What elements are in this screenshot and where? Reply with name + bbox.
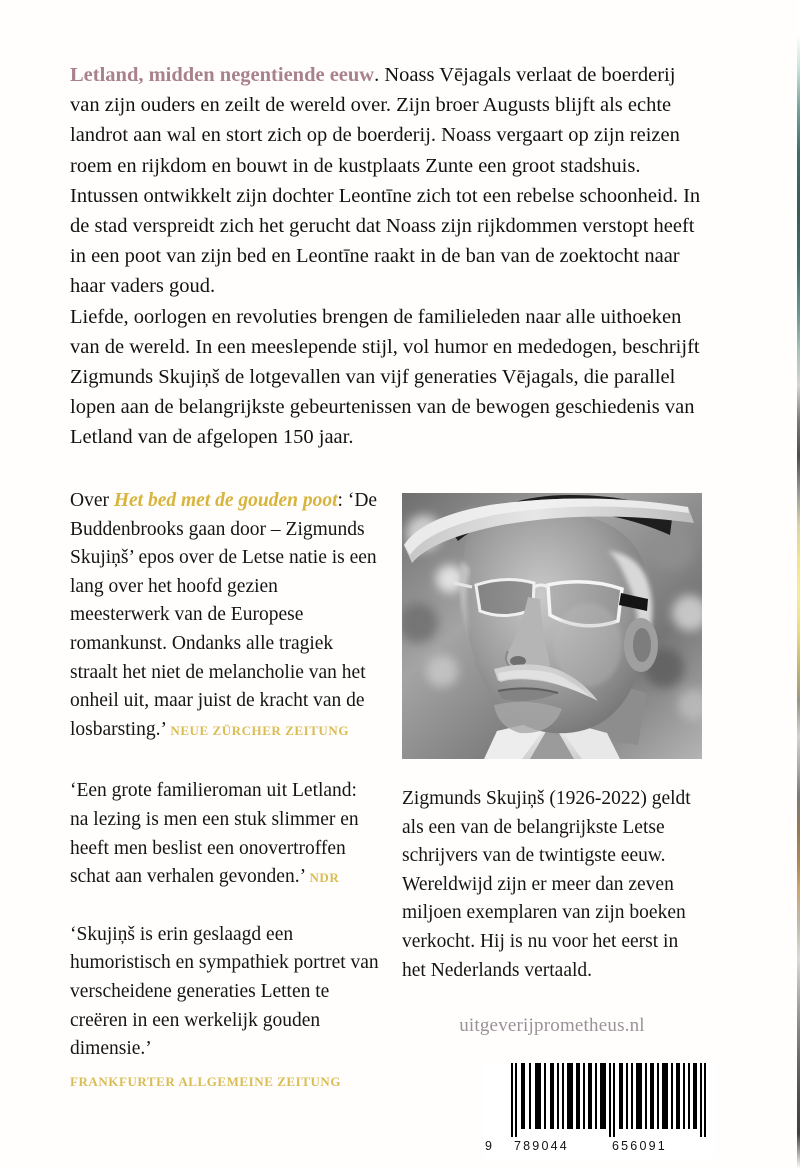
reviews-column	[70, 487, 380, 1122]
isbn-barcode	[484, 1063, 714, 1159]
barcode-bars	[484, 1063, 714, 1137]
barcode-digits	[484, 1137, 714, 1157]
author-photo	[402, 493, 702, 759]
author-bio: Zigmunds Skujiņš (1926-2022) geldt als een van de belangrijkste Letse schrijvers van de twintigste eeuw. Wereldwijd zijn er meer dan zeven miljoen exemplaren van zijn boeken verkocht. Hij is nu voor het eerst in het Nederlands vertaald.	[402, 788, 691, 981]
blurb-paragraph-2: Intussen ontwikkelt zijn dochter Leontīne zich tot een rebelse schoonheid. In de stad verspreidt zich het gerucht dat Noass zijn rijkdommen verstopt heeft in een poot van zijn bed en Leontīne raakt in de ban van de zoektocht naar haar vaders goud.	[70, 184, 701, 298]
lower-columns	[70, 487, 710, 1127]
blurb-paragraph-3: Liefde, oorlogen en revoluties brengen de familieleden naar alle uithoeken van de wereld. In een meeslepende stijl, vol humor en mededogen, beschrijft Zigmunds Skujiņš de lotgevallen van vijf generaties Vējagals, die parallel lopen aan de belangrijkste gebeurtenissen van de bewogen geschiedenis van Letland van de afgelopen 150 jaar.	[70, 305, 700, 449]
review-quote-2	[70, 777, 380, 892]
review-1-intro: Over	[70, 490, 114, 511]
review-2-source: NDR	[309, 870, 340, 886]
review-quote-3	[70, 921, 380, 1097]
barcode-group-1: 789044	[514, 1139, 569, 1153]
review-2-text: ‘Een grote familieroman uit Letland: na lezing is men een stuk slimmer en heeft men beslist een onovertroffen schat aan verhalen gevonden.’	[70, 780, 359, 888]
author-portrait-image	[402, 493, 702, 759]
book-title: Het bed met de gouden poot	[113, 490, 338, 511]
barcode-group-2: 656091	[612, 1139, 667, 1153]
review-1-text: ‘De Buddenbrooks gaan door – Zigmunds Skujiņš’ epos over de Letse natie is een lang over het hoofd gezien meesterwerk van de Europese romankunst. Ondanks alle tragiek straalt het niet de melancholie van het onheil uit, maar juist de kracht van de losbarsting.’	[70, 490, 378, 740]
blurb-text	[70, 60, 706, 453]
review-1-colon: :	[337, 490, 343, 511]
blurb-lead-in: Letland, midden negentiende eeuw	[70, 64, 375, 86]
blurb-paragraph-1	[70, 60, 706, 181]
review-quote-1	[70, 487, 380, 745]
publisher-website[interactable]: uitgeverijprometheus.nl	[459, 1015, 645, 1036]
blurb-paragraph-1-text: . Noass Vējagals verlaat de boerderij van zijn ouders en zeilt de wereld over. Zijn broer Augusts blijft als echte landrot aan wal en stort zich op de boerderij. Noass vergaart op zijn reizen roem en rijkdom en bouwt in de kustplaats Zunte een groot stadshuis.	[70, 64, 680, 177]
review-3-source: FRANKFURTER ALLGEMEINE ZEITUNG	[70, 1073, 342, 1089]
blurb-section	[70, 60, 706, 453]
review-1-source: NEUE ZÜRCHER ZEITUNG	[170, 722, 349, 738]
review-3-text: ‘Skujiņš is erin geslaagd een humoristisch en sympathiek portret van verscheidene generaties Letten te creëren in een werkelijk gouden dimensie.’	[70, 923, 379, 1060]
barcode-lead-digit: 9	[485, 1139, 492, 1153]
